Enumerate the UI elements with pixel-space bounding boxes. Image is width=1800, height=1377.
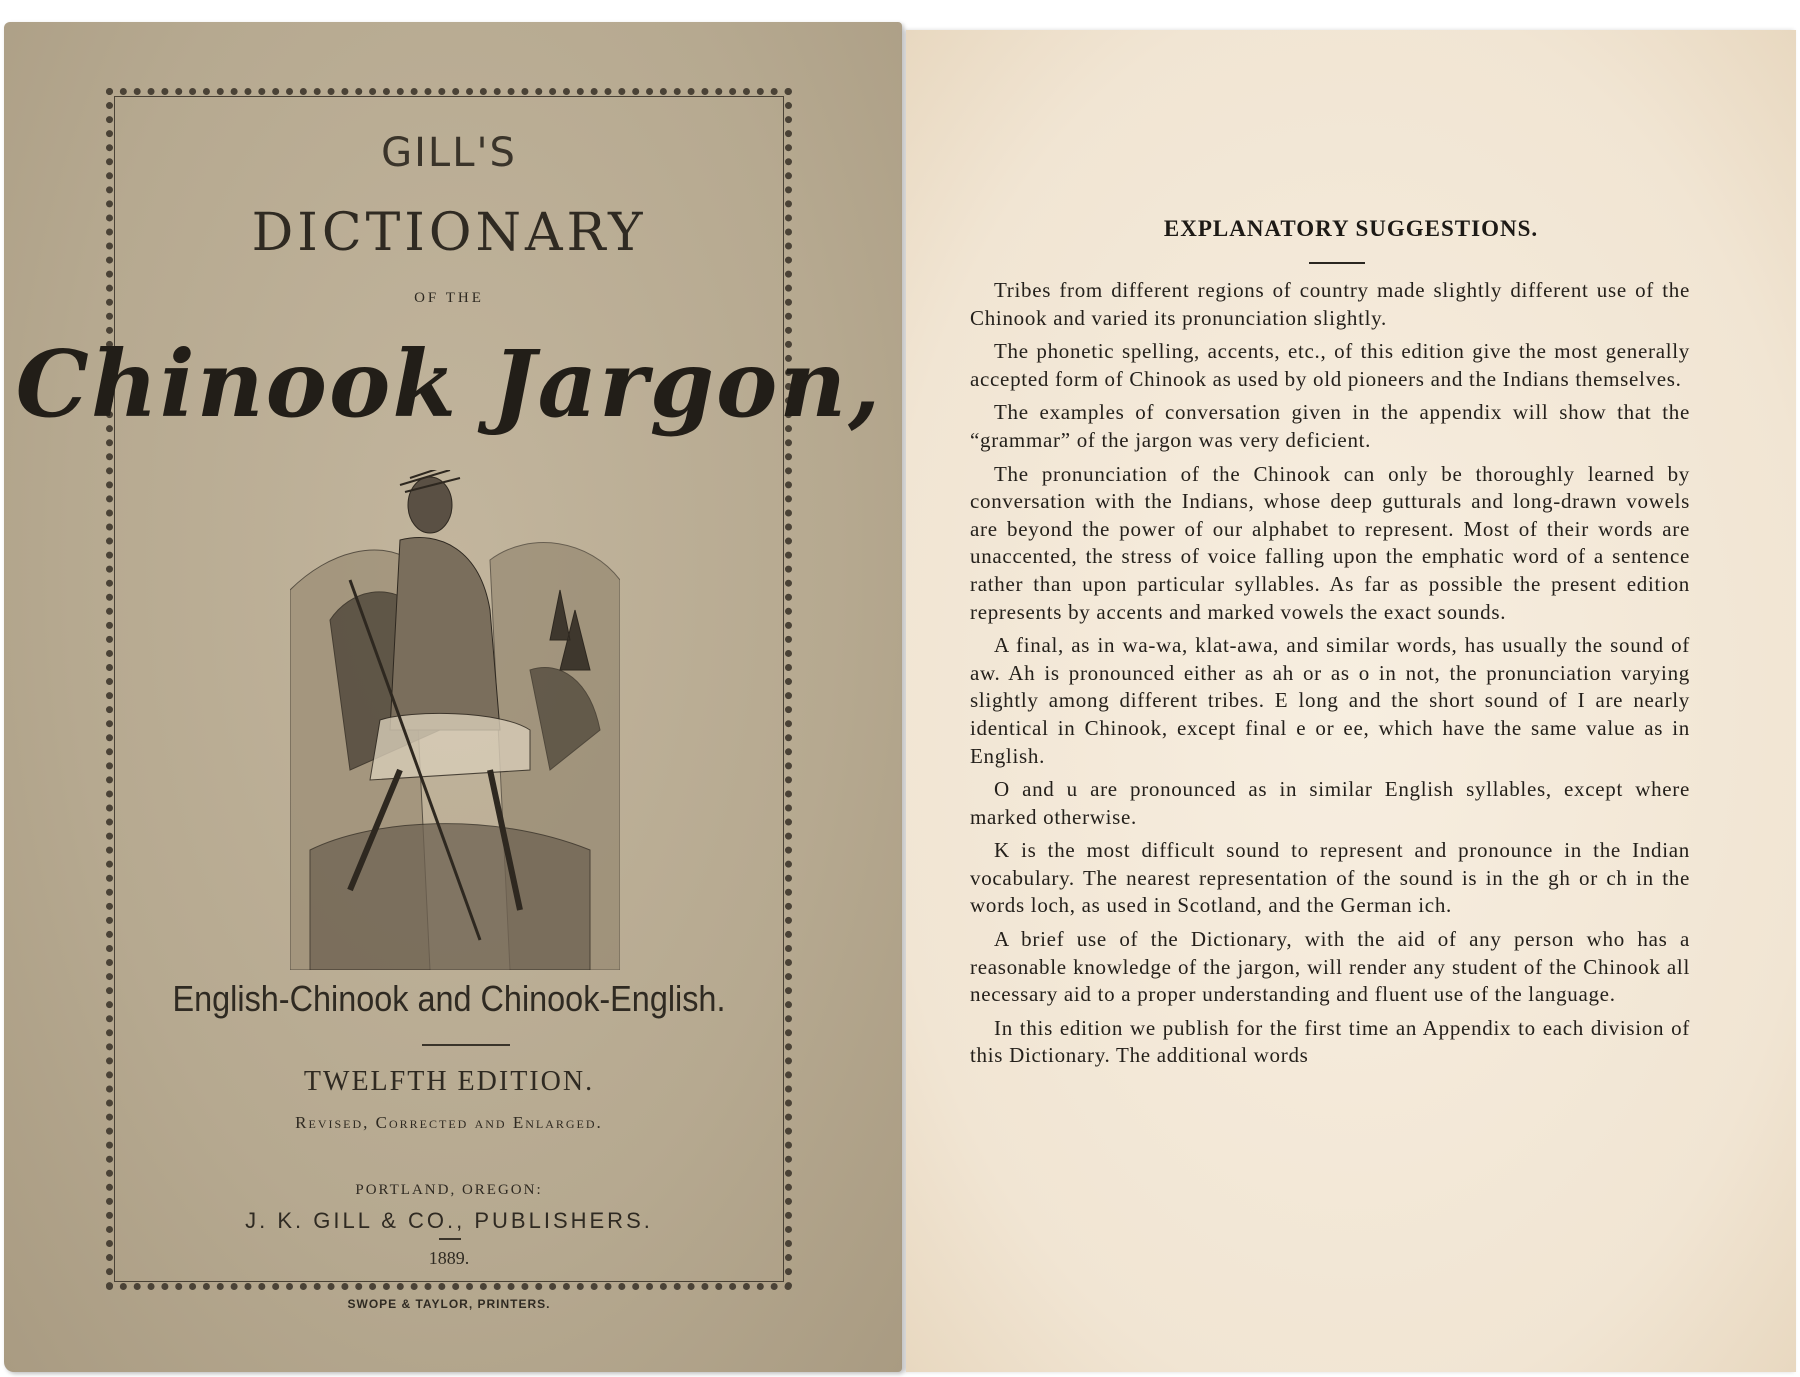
cover-revision-note: Revised, Corrected and Enlarged. [295,1113,603,1132]
paragraph: O and u are pronounced as in similar English syllables, except where marked otherwise. [970,777,1690,829]
paragraph: In this edition we publish for the first time an Appendix to each division of this Dictionary. The additional words [970,1015,1690,1068]
paragraph: The examples of conversation given in the appendix will show that the “grammar” of the jargon was very deficient. [970,400,1690,452]
cover-year-divider [439,1238,461,1240]
cover-title-subject: Chinook Jargon, [15,330,883,438]
cover-illustration [290,470,620,970]
paragraph: A final, as in wa-wa, klat-awa, and similar words, has usually the sound of aw. Ah is pronounced either as ah or as o in not, the pronunciation varying slightly among different tribes. E long and the short sound of I are nearly identical in Chinook, except final e or ee, which have the same value as in English. [970,633,1690,768]
cover-publisher: J. K. GILL & CO., PUBLISHERS. [245,1208,653,1233]
page-heading: EXPLANATORY SUGGESTIONS. [1163,216,1539,241]
paragraph: Tribes from different regions of country made slightly different use of the Chinook and varied its pronunciation slightly. [970,278,1690,330]
paragraph: The phonetic spelling, accents, etc., of this edition give the most generally accepted form of Chinook as used by old pioneers and the Indians themselves. [970,339,1690,391]
cover-city: PORTLAND, OREGON: [355,1182,543,1198]
cover-title-possessive: GILL'S [381,130,517,176]
cover-year: 1889. [428,1248,470,1268]
heading-rule [1309,262,1365,264]
paragraph: A brief use of the Dictionary, with the aid of any person who has a reasonable knowledge of the jargon, will render any student of the Chinook all necessary aid to a proper understanding and fluent use of the language. [970,927,1690,1007]
cover-title-main: DICTIONARY [251,203,647,263]
cover-subtitle: English-Chinook and Chinook-English. [172,978,726,1019]
page-body [970,277,1690,1076]
cover-title-of: OF THE [414,290,484,306]
paragraph: K is the most difficult sound to represent and pronounce in the Indian vocabulary. The nearest representation of the sound is in the gh or ch in the words loch, as used in Scotland, and the German ich. [970,838,1690,918]
cover-divider [422,1044,510,1046]
cover-edition: TWELFTH EDITION. [303,1066,595,1097]
cover-printers: SWOPE & TAYLOR, PRINTERS. [347,1297,551,1311]
paragraph: The pronunciation of the Chinook can only be thoroughly learned by conversation with the Indians, whose deep gutturals and long-drawn vowels are beyond the power of our alphabet to represent. Most of their words are unaccented, the stress of voice falling upon the emphatic word of a sentence rather than upon particular syllables. As far as possible the present edition represents by accents and marked vowels the exact sounds. [970,461,1690,624]
